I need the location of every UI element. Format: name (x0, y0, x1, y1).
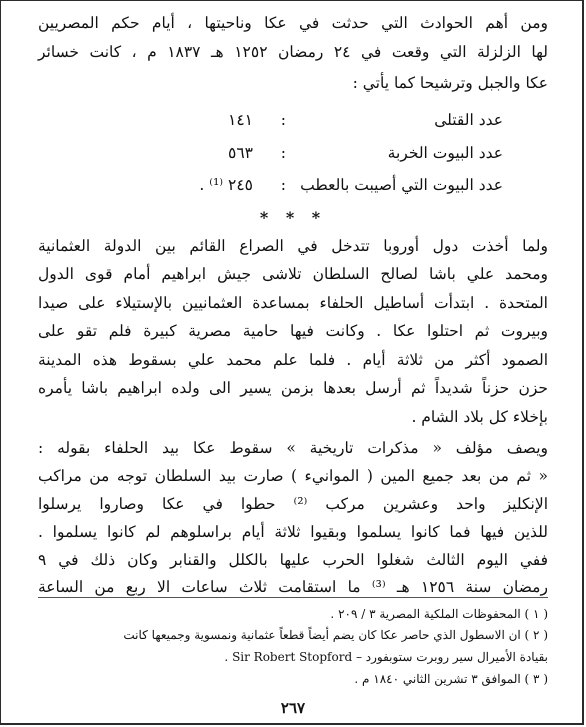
text-line: رمضان سنة ١٢٥٦ هـ ⁽³⁾ ما استقامت ثلاث ساعات الا ربع من الساعة (38, 578, 548, 596)
stat-separator: : (280, 176, 286, 194)
text-line: ومن أهم الحوادث التي حدثت في عكا وناحيتها ، أيام حكم المصريين (38, 14, 548, 32)
text-line: الصمود أكثر من ثلاثة أيام . فلما علم محمد علي بسقوط هذه المدينة (38, 351, 548, 369)
page-number: ٢٦٧ (280, 699, 306, 717)
stat-value: ٥٦٣ (228, 144, 253, 162)
footnote: بقيادة الأميرال سير روبرت ستوبفورد – Sir Robert Stopford . (224, 650, 548, 664)
footnote: ( ٢ ) ان الاسطول الذي حاصر عكا كان يضم أيضاً قطعاً عثمانية ونمسوية وجميعها كانت (123, 628, 548, 642)
stat-label: عدد البيوت الخربة (387, 144, 503, 162)
text-line: بإخلاء كل بلاد الشام . (411, 408, 548, 426)
stat-label: عدد القتلى (434, 111, 503, 129)
footnote: ( ١ ) المحفوظات الملكية المصرية ٣ / ٢٠٩ . (330, 607, 548, 621)
stat-separator: : (280, 111, 286, 129)
text-line: ففي اليوم الثالث شغلوا الحرب عليها بالكلل والقنابر وكان ذلك في ٩ (38, 551, 548, 569)
text-line: للذين فيها فما كانوا يسلموا وبقيوا ثلاثة أيام براسلوهم لم كانوا يسلموا . (38, 523, 548, 541)
text-line: ويصف مؤلف « مذكرات تاريخية » سقوط عكا بيد الحلفاء بقوله : (38, 439, 548, 457)
footnote: ( ٣ ) الموافق ٣ تشرين الثاني ١٨٤٠ م . (354, 672, 548, 686)
text-line: حزن حزناً شديداً ثم أرسل بعدها بزمن يسير الى ولده ابراهيم باشا يأمره (38, 379, 548, 397)
stat-separator: : (280, 144, 286, 162)
text-line: وبيروت ثم احتلوا عكا . وكانت فيها حامية مصرية كبيرة فلم تقو على (38, 322, 548, 340)
text-line: عكا والجبل وترشيحا كما يأتي : (352, 74, 548, 92)
stat-label: عدد البيوت التي أصيبت بالعطب (300, 176, 503, 194)
section-separator: * * * (259, 208, 327, 227)
stat-value: ٢٤٥ ⁽¹⁾ . (199, 176, 253, 194)
text-line: الإنكليز واحد وعشرين مركب ⁽²⁾ حطوا في عكا وصاروا يرسلوا (38, 495, 548, 513)
text-line: ومحمد علي باشا لصالح السلطان تلاشى جيش ابراهيم أمام قوى الدول (38, 265, 548, 283)
text-line: « ثم من بعد جميع المين ( الموانيء ) صارت بيد السلطان توجه من مراكب (38, 467, 548, 485)
footnote-divider (38, 597, 548, 598)
stat-value: ١٤١ (228, 111, 253, 129)
text-line: لها الزلزلة التي وقعت في ٢٤ رمضان ١٢٥٢ هـ ١٨٣٧ م ، كانت خسائر (38, 43, 548, 61)
text-line: ولما أخذت دول أوروبا تتدخل في الصراع القائم بين الدولة العثمانية (38, 237, 548, 255)
text-line: المتحدة . ابتدأت أساطيل الحلفاء بمساعدة العثمانيين بالإستيلاء على صيدا (38, 294, 548, 312)
